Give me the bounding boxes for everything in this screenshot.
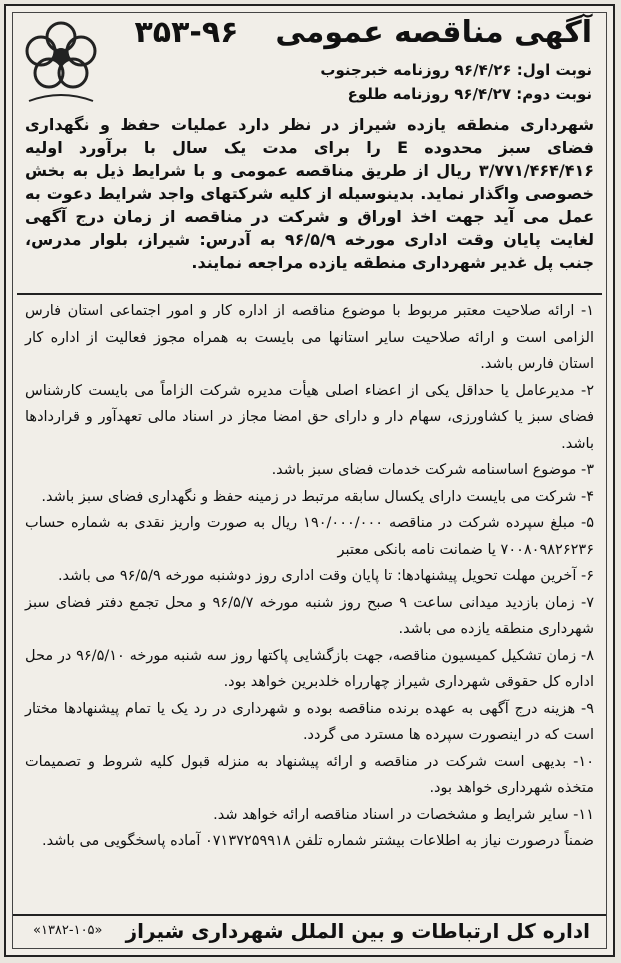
intro-paragraph: شهرداری منطقه یازده شیراز در نظر دارد عملیات حفظ و نگهداری فضای سبز محدوده E را برای مدت یک سال با برآورد اولیه ۳/۷۷۱/۴۶۴/۴۱۶ ریال از طریق مناقصه عمومی و با شرایط ذیل به بخش خصوصی واگذار نماید. بدینوسیله از کلیه شرکتهای واجد شرایط دعوت به عمل می آید جهت اخذ اوراق و شرکت در مناقصه از زمان درج آگهی لغایت پایان وقت اداری مورخه ۹۶/۵/۹ به آدرس: شیراز، بلوار مدرس، جنب پل غدیر شهرداری منطقه یازده مراجعه نمایند. — [25, 115, 595, 272]
divider — [17, 293, 602, 295]
notice-page — [4, 4, 615, 957]
publish-second: نوبت دوم: ۹۶/۴/۲۷ روزنامه طلوع — [347, 85, 592, 103]
condition-item: ۷- زمان بازدید میدانی ساعت ۹ صبح روز شنبه مورخه ۹۶/۵/۷ و محل تجمع دفتر فضای سبز شهرداری منطقه یازده می باشد. — [25, 594, 594, 637]
header — [13, 13, 606, 113]
condition-item: ۱- ارائه صلاحیت معتبر مربوط با موضوع مناقصه از اداره کار و امور اجتماعی استان فارس الزامی است و ارائه صلاحیت سایر استانها می بایست به همراه مجوز فعالیت از اداره کار استان فارس باشد. — [25, 303, 594, 372]
publish-first: نوبت اول: ۹۶/۴/۲۶ روزنامه خبرجنوب — [320, 61, 592, 79]
condition-item: ۹- هزینه درج آگهی به عهده برنده مناقصه بوده و شهرداری در رد یک یا تمام پیشنهادها مختار است که در اینصورت سپرده ها مسترد می گردد. — [25, 700, 594, 743]
shiraz-municipality-logo-icon — [19, 17, 103, 109]
condition-item: ۱۱- سایر شرایط و مشخصات در اسناد مناقصه ارائه خواهد شد. — [213, 806, 594, 823]
notice-frame — [12, 12, 607, 949]
condition-item: ۲- مدیرعامل یا حداقل یکی از اعضاء اصلی هیأت مدیره شرکت الزاماً می بایست کارشناس فضای سبز یا کشاورزی، سهام دار و دارای حق امضا مجاز در اسناد مالی تعهدآور و قراردادها باشد. — [25, 382, 594, 452]
page-title — [134, 15, 592, 50]
department-name: اداره کل ارتباطات و بین الملل شهرداری شیراز — [125, 919, 590, 943]
condition-item: ۵- مبلغ سپرده شرکت در مناقصه ۱۹۰/۰۰۰/۰۰۰ ریال به صورت واریز نقدی به شماره حساب ۷۰۰۸۰۹۸۲۶۲۳۶ یا ضمانت نامه بانکی معتبر — [25, 515, 595, 558]
contact-note: ضمناً درصورت نیاز به اطلاعات بیشتر شماره تلفن ۰۷۱۳۷۲۵۹۹۱۸ آماده پاسخگویی می باشد. — [42, 833, 594, 849]
condition-item: ۸- زمان تشکیل کمیسیون مناقصه، جهت بازگشایی پاکتها روز سه شنبه مورخه ۹۶/۵/۱۰ در محل اداره کل حقوقی شهرداری شیراز چهارراه خلدبرین خواهد بود. — [25, 647, 594, 690]
ad-code: «۱۳۸۲-۱۰۵» — [33, 923, 103, 938]
conditions-list — [25, 298, 594, 855]
footer — [13, 914, 606, 946]
condition-item: ۱۰- بدیهی است شرکت در مناقصه و ارائه پیشنهاد به منزله قبول کلیه شروط و تصمیمات متخذه شهرداری خواهد بود. — [25, 753, 594, 796]
condition-item: ۳- موضوع اساسنامه شرکت خدمات فضای سبز باشد. — [271, 462, 594, 478]
condition-item: ۶- آخرین مهلت تحویل پیشنهادها: تا پایان وقت اداری روز دوشنبه مورخه ۹۶/۵/۹ می باشد. — [57, 568, 594, 584]
condition-item: ۴- شرکت می بایست دارای یکسال سابقه مرتبط در زمینه حفظ و نگهداری فضای سبز باشد. — [41, 488, 594, 505]
title-text: آگهی مناقصه عمومی — [275, 15, 592, 50]
tender-number: ۹۶-۳۵۳ — [134, 15, 239, 50]
